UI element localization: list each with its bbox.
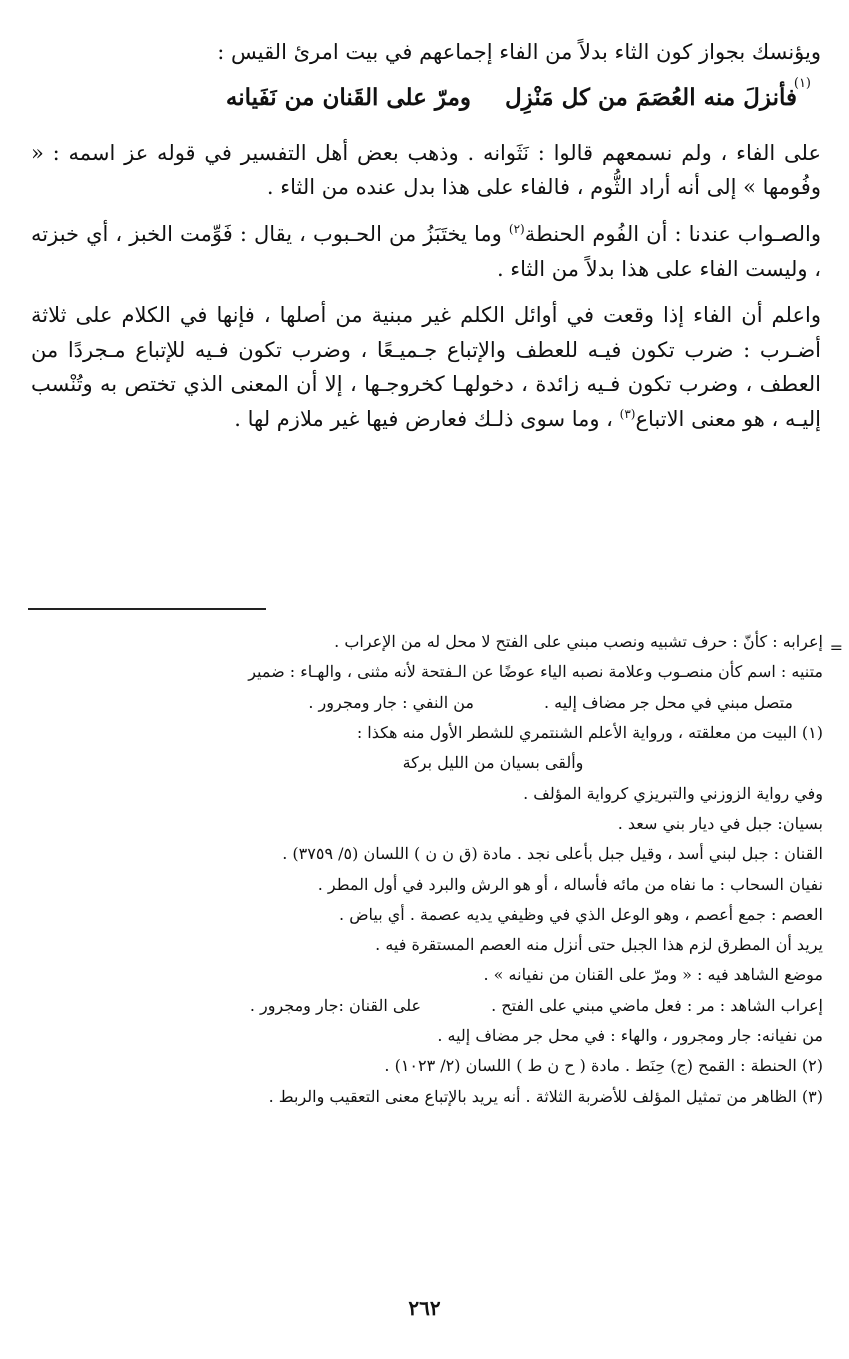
footnote-line: العصم : جمع أعصم ، وهو الوعل الذي في وظيفي يديه عصمة . أي بياض . [339,904,823,924]
footnote-line: وفي رواية الزوزني والتبريزي كرواية المؤلف . [523,783,823,803]
footnote-verse: وألقى بسيان من الليل بركة [402,753,584,773]
verse-first-hemistich: فأنزلَ منه العُصَمَ من كل مَنْزِل [504,83,797,111]
footnote-line: يريد أن المطرق لزم هذا الجبل حتى أنزل منه العصم المستقرة فيه . [375,935,823,955]
page-number: ٢٦٢ [408,1296,441,1320]
footnote-1: (١) البيت من معلقته ، ورواية الأعلم الشنتمري للشطر الأول منه هكذا : [356,722,823,742]
paragraph-3-text-b: ، وما سوى ذلـك فعارض فيها غير ملازم لها . [234,407,620,432]
footnote-continuation-marker: = [829,638,843,657]
footnote-line: إعرابه : كأنّ : حرف تشبيه ونصب مبني على الفتح لا محل له من الإعراب . [334,632,823,651]
footnote-ref-2: (٢) [508,221,525,236]
poetry-verse [31,76,821,132]
paragraph-3-text-a: واعلم أن الفاء إذا وقعت في أوائل الكلم غير مبنية من أصلها ، فإنها في الكلام على ثلاثة أضـرب : ضرب تكون فيـه للعطف والإتباع جـميـعًا ، وضرب تكون فـيه للإتباع مـجردًا من العطف ، وضرب تكون فـيه زائدة ، دخولهـا كخروجـها ، إلا أن المعنى الذي تختص به وتُنْسب إليـه ، هو معنى الاتباع [31,303,821,432]
paragraph-2 [31,217,821,286]
footnote-line: القنان : جبل لبني أسد ، وقيل جبل بأعلى نجد . مادة (ق ن ن ) اللسان (٥/ ٣٧٥٩) . [282,844,823,864]
verse-second-hemistich: ومرّ على القَنان من نَفَيانه [225,83,471,111]
footnote-2: (٢) الحنطة : القمح (ج) حِنَط . مادة ( ح ن ط ) اللسان (٢/ ١٠٢٣) . [384,1056,823,1076]
footnote-line-part: متصل مبني في محل جر مضاف إليه . [544,692,793,712]
footnote-line: متنيه : اسم كأن منصـوب وعلامة نصبه الياء عوضًا عن الـفتحة لأنه مثنى ، والهـاء : ضمير [248,662,823,682]
footnote-line-part: على القنان :جار ومجرور . [249,995,422,1015]
paragraph-3 [31,298,821,437]
verse-footnote-marker: (١) [793,75,811,91]
main-text [31,36,821,449]
footnote-line [23,691,823,715]
intro-line: ويؤنسك بجواز كون الثاء بدلاً من الفاء إجماعهم في بيت امرئ القيس : [217,40,821,64]
paragraph-1: على الفاء ، ولم نسمعهم قالوا : نَثَوانه . وذهب بعض أهل التفسير في قوله عز اسمه : « وفُومها » إلى أنه أراد الثُّوم ، فالفاء على هذا بدل عنده من الثاء . [31,140,821,200]
footnote-line-part: إعراب الشاهد : مر : فعل ماضي مبني على الفتح . [491,995,823,1015]
footnote-ref-3: (٣) [619,407,636,422]
paragraph-2-text-a: والصـواب عندنا : أن الفُوم الحنطة [524,221,822,246]
footnote-line: بسيان: جبل في ديار بني سعد . [617,813,823,833]
footnotes [23,630,823,1115]
footnote-line-part: من النفي : جار ومجرور . [308,692,474,712]
footnote-line [23,994,823,1018]
footnote-line: من نفيانه: جار ومجرور ، والهاء : في محل جر مضاف إليه . [437,1026,823,1046]
footnote-line: نفيان السحاب : ما نفاه من مائه فأساله ، أو هو الرش والبرد في أول المطر . [317,874,823,894]
footnote-divider [28,608,266,610]
paragraph-2-text-b: وما يختَبَزُ من الحـبوب ، يقال : فَوِّمت الخبز ، أي خبزته ، وليست الفاء على هذا بدلاً من الثاء . [31,221,821,281]
footnote-line: موضع الشاهد فيه : « ومرّ على القنان من نفيانه » . [483,965,823,985]
footnote-3: (٣) الظاهر من تمثيل المؤلف للأضربة الثلاثة . أنه يريد بالإتباع معنى التعقيب والربط . [268,1086,823,1106]
